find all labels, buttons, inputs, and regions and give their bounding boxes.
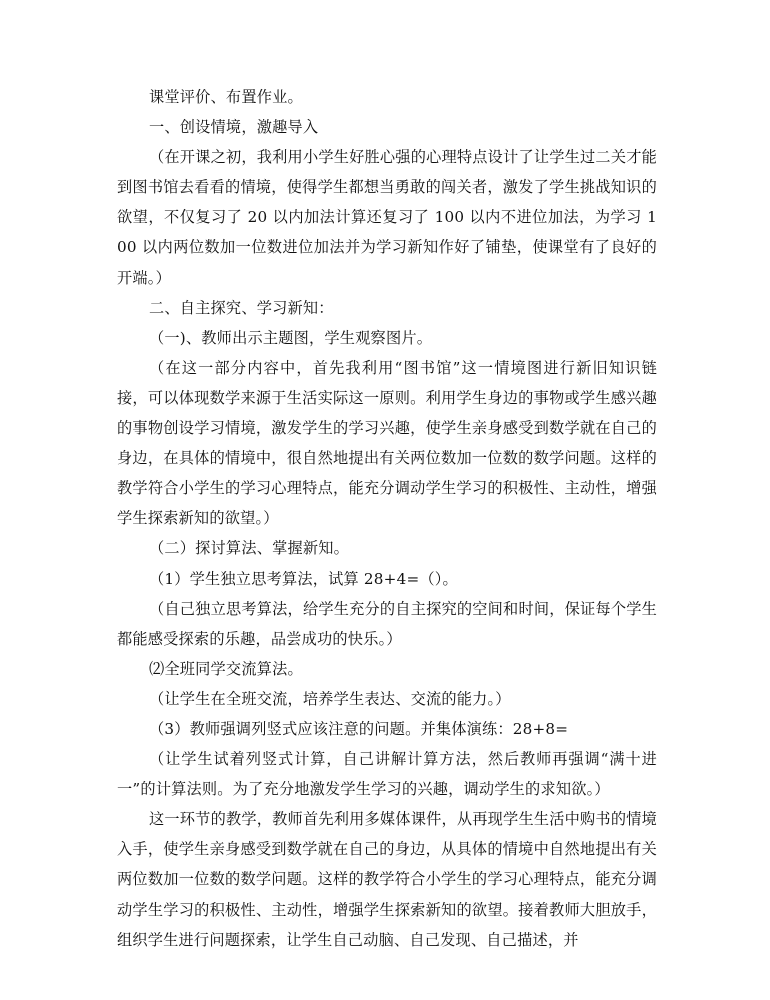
paragraph-4: （自己独立思考算法，给学生充分的自主探究的空间和时间，保证每个学生都能感受探索的乐趣，品尝成功的快乐。） <box>117 599 657 648</box>
paragraph-3: （在这一部分内容中，首先我利用“图书馆”这一情境图进行新旧知识链接，可以体现数学来源于生活实际这一原则。利用学生身边的事物或学生感兴趣的事物创设学习情境，激发学生的学习兴趣，使学生亲身感受到数学就在自己的身边，在具体的情境中，很自然地提出有关两位数加一位数的数学问题。这样的教学符合小学生的学习心理特点，能充分调动学生学习的积极性、主动性，增强学生探索新知的欲望。） <box>117 358 657 528</box>
step-2: ⑵全班同学交流算法。 <box>149 659 303 678</box>
paragraph-7: 这一环节的教学，教师首先利用多媒体课件，从再现学生生活中购书的情境入手，使学生亲身感受到数学就在自己的身边，从具体的情境中自然地提出有关两位数加一位数的数学问题。这样的教学符合小学生的学习心理特点，能充分调动学生学习的积极性、主动性，增强学生探索新知的欲望。接着教师大胆放手，组织学生进行问题探索，让学生自己动脑、自己发现、自己描述，并 <box>117 810 657 949</box>
paragraph-2: （在开课之初，我利用小学生好胜心强的心理特点设计了让学生过二关才能到图书馆去看看的情境，使得学生都想当勇敢的闯关者，激发了学生挑战知识的欲望，不仅复习了 20 以内加法计算还复习了 100 以内不进位加法，为学习 100 以内两位数加一位数进位加法并为学习新知作好了铺垫，使课堂有了良好的开端。） <box>117 148 657 287</box>
subheading-1: （一)、教师出示主题图，学生观察图片。 <box>149 328 433 347</box>
paragraph-6: （让学生试着列竖式计算，自己讲解计算方法，然后教师再强调“满十进一”的计算法则。为了充分地激发学生学习的兴趣，调动学生的求知欲。） <box>117 750 657 799</box>
section-heading-2: 二、自主探究、学习新知： <box>149 298 334 317</box>
subheading-2: （二）探讨算法、掌握新知。 <box>149 539 350 558</box>
paragraph-5: （让学生在全班交流，培养学生表达、交流的能力。） <box>149 689 511 708</box>
document-page <box>117 82 657 955</box>
step-3: （3）教师强调列竖式应该注意的问题。并集体演练：28+8= <box>149 719 569 738</box>
paragraph-1: 课堂评价、布置作业。 <box>149 88 303 106</box>
section-heading-1: 一、创设情境，激趣导入 <box>149 118 319 137</box>
step-1: （1）学生独立思考算法，试算 28+4=（）。 <box>149 569 458 588</box>
